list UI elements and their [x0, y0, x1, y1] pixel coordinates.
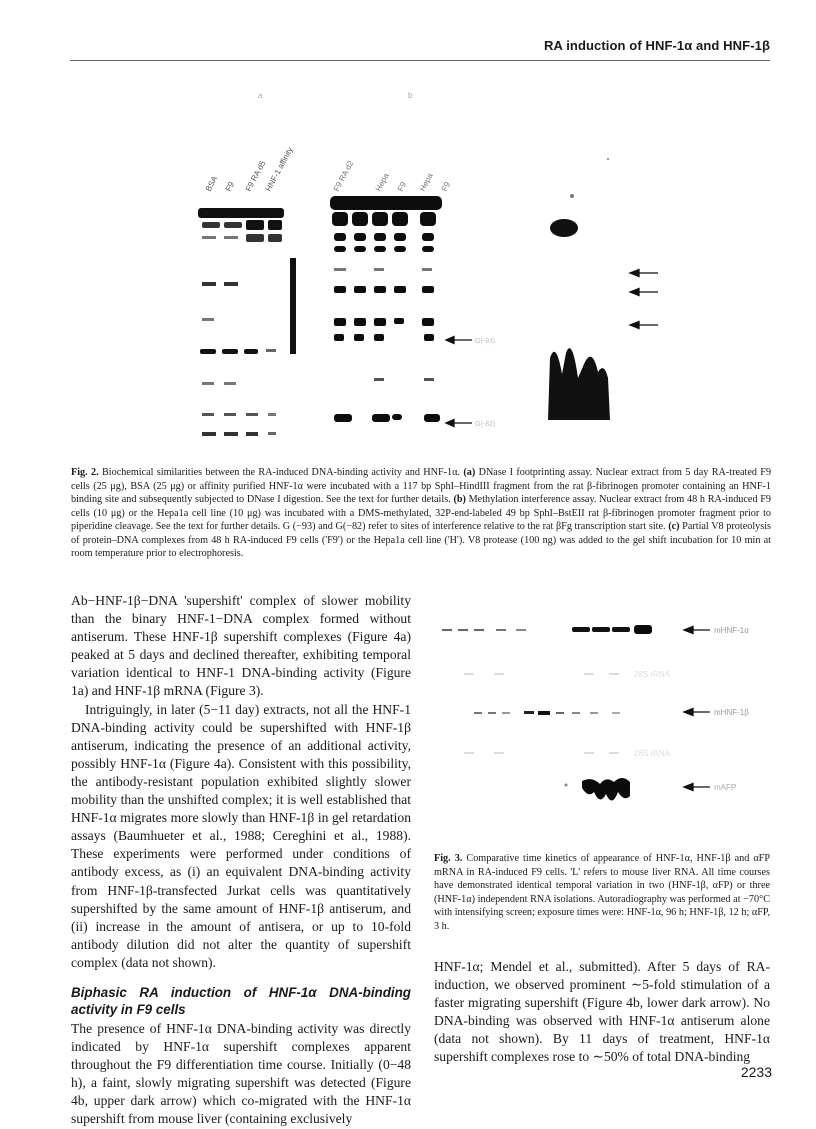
panel-a-lane-labels [204, 146, 295, 193]
caption-part-c-label: (c) [668, 521, 680, 532]
caption-part-c: Partial V8 proteolysis of protein–DNA complexes from 48 h RA-induced F9 cells ('F9') or the Hepa1a cell line ('H'). V8 protease (100 ng) was added to the gel shift incubation for 10 min at room temperature prior to electrophoresis. [71, 521, 772, 559]
lane-label: Hepa [417, 171, 435, 193]
blot-row-afp [565, 778, 631, 801]
lane-label: HNF-1 affinity [263, 145, 295, 193]
figure-3-caption [434, 852, 770, 933]
body-left-column [71, 592, 411, 1129]
caption-part-a: DNase I footprinting assay. Nuclear extract from 5 day RA-treated F9 cells (25 μg), BSA (25 μg) or affinity purified HNF-1α were incubated with a 117 bp SphI–HindIII fragment from the rat β-fibrinogen promoter containing an HNF-1 binding site and subsequently subjected to DNase I digestion. See the text for further details. [71, 467, 772, 505]
band-label-g93: G(-93) [475, 338, 496, 345]
blot-row-hnf1b [474, 711, 620, 715]
lane-label: F9 [223, 180, 237, 193]
panel-c-gel [548, 158, 610, 420]
row-label: 28S rRNA [634, 749, 671, 758]
caption-label: Fig. 3. [434, 853, 463, 864]
lane-label: F9 [395, 180, 409, 193]
panel-a-gel [198, 208, 296, 436]
lane-label: F9 RA d2 [331, 159, 356, 193]
panel-letter-a: a [258, 91, 263, 100]
band-label-g82: G(-82) [475, 421, 496, 428]
paragraph: HNF-1α; Mendel et al., submitted). After 5 days of RA-induction, we observed prominent ∼5-fold stimulation of a faster migrating supershift (Figure 4b, lower dark arrow). No DNA-binding was observed with HNF-1α antiserum alone (data not shown). By 11 days of treatment, HNF-1α supershift complexes rose to ∼50% of total DNA-binding [434, 959, 770, 1065]
lane-label: F9 [439, 180, 453, 193]
running-head: RA induction of HNF-1α and HNF-1β [543, 38, 770, 53]
caption-part-b: Methylation interference assay. Nuclear extract from 48 h RA-induced F9 cells (10 μg) or the Hepa1a cell line (10 μg) was incubated with a DMS-methylated, 32P-end-labeled 49 bp SphI–BstEII rat β-fibrinogen promoter fragment prior to piperidine cleavage. See the text for further details. G (−93) and G(−82) refer to sites of interference relative to the rat βFg transcription start site. [71, 494, 772, 532]
section-heading: Biphasic RA induction of HNF-1α DNA-binding activity in F9 cells [71, 984, 411, 1017]
header-rule [70, 60, 770, 61]
lane-label: BSA [203, 174, 220, 193]
caption-part-a-label: (a) [463, 467, 476, 478]
row-label: mHNF-1α [714, 626, 749, 635]
figure-2-gels [180, 78, 680, 456]
panel-letter-b: b [408, 91, 413, 100]
blot-arrows [684, 627, 710, 791]
panel-b-lane-labels [332, 159, 453, 193]
panel-c-arrows [630, 270, 658, 329]
row-label: 28S rRNA [634, 670, 671, 679]
body-right-column [434, 958, 770, 1067]
caption-label: Fig. 2. [71, 467, 99, 478]
paragraph: Ab−HNF-1β−DNA 'supershift' complex of slower mobility than the binary HNF-1−DNA complex formed without antiserum. These HNF-1β supershift complexes (Figure 4a) peaked at 5 days and declined thereafter, exhibiting temporal variation identical to HNF-1 DNA-binding activity (Figure 1a) and HNF-1β mRNA (Figure 3). [71, 593, 411, 699]
row-label: mAFP [714, 783, 737, 792]
row-label: mHNF-1β [714, 708, 749, 717]
blot-row-28s-2 [464, 752, 619, 754]
interference-arrows [446, 337, 472, 427]
figure-2-caption [71, 466, 771, 561]
lane-label: Hepa [373, 171, 391, 193]
paragraph: Intriguingly, in later (5−11 day) extracts, not all the HNF-1 DNA-binding activity could be supershifted with HNF-1β antiserum, indicating the presence of an additional activity, possibly HNF-1α (Figure 4a). Consistent with this possibility, the antibody-resistant population exhibited slightly slower mobility than the unshifted complex; it is well established that HNF-1α migrates more slowly than HNF-1β in gel retardation assays (Baumhueter et al., 1988; Cereghini et al., 1988). These experiments were performed under conditions of antibody excess, as (i) an equivalent DNA-binding activity from HNF-1β-transfected Jurkat cells was quantitatively supershifted by the same amount of HNF-1β antiserum, and (ii) increase in the amount of antisera, or up to 10-fold antibody dilution did not alter the quantity of supershift complex (data not shown). [71, 701, 411, 970]
caption-title: Biochemical similarities between the RA-induced DNA-binding activity and HNF-1α. [101, 467, 461, 478]
caption-part-b-label: (b) [453, 494, 466, 505]
blot-row-28s-1 [464, 673, 619, 675]
blot-row-hnf1a [442, 625, 652, 634]
figure-3-blot [434, 616, 770, 806]
caption-text: Comparative time kinetics of appearance of HNF-1α, HNF-1β and αFP mRNA in RA-induced F9 cells. 'L' refers to mouse liver RNA. All time courses have demonstrated identical temporal variation in two (HNF-1β, αFP) or three (HNF-1α) independent RNA isolations. Autoradiography was performed at −70°C with intensifying screen; exposure times were: HNF-1α, 96 h; HNF-1β, 12 h; αFP, 3 h. [434, 853, 771, 932]
paragraph: The presence of HNF-1α DNA-binding activity was directly indicated by HNF-1α supershift complexes apparent throughout the F9 differentiation time course. Initially (0−48 h), a faint, slowly migrating supershift was detected (Figure 4b, upper dark arrow) which co-migrated with the HNF-1α supershift from mouse liver (containing exclusively [71, 1020, 411, 1127]
panel-b-gel [330, 196, 442, 422]
lane-label: F9 RA d5 [243, 159, 268, 193]
page-number: 2233 [740, 1064, 772, 1080]
